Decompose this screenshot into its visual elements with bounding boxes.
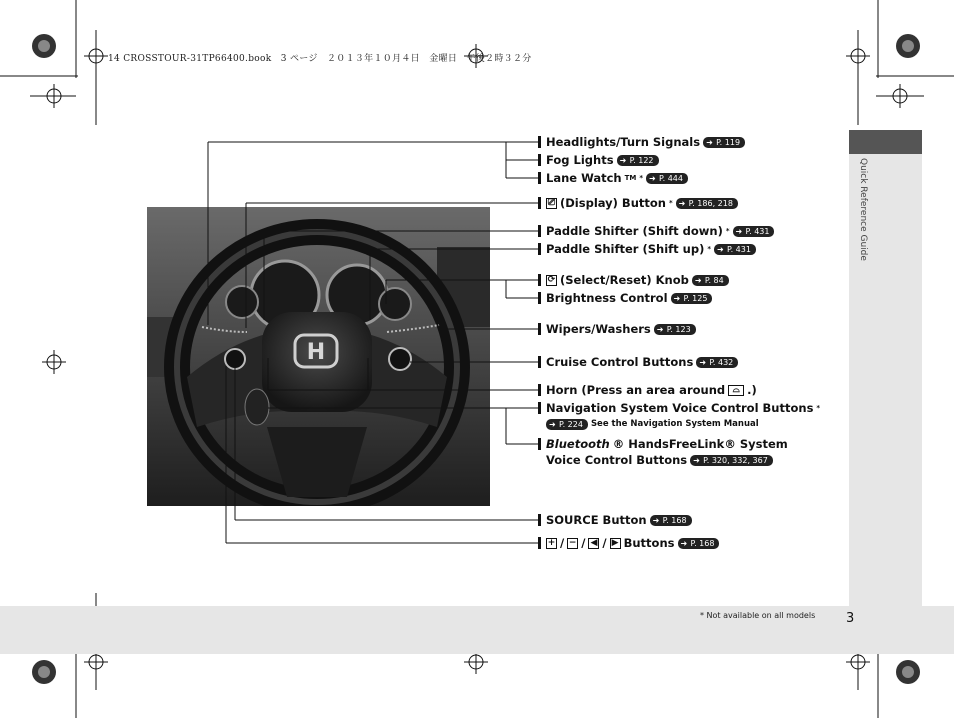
page-ref[interactable]: ➜ P. 444 [646,173,688,184]
label-bluetooth-line2 [546,453,773,467]
page-ref[interactable]: ➜ P. 224 [546,419,588,430]
label-text: Cruise Control Buttons [546,355,694,369]
page-ref[interactable]: ➜ P. 119 [703,137,745,148]
page-ref[interactable]: ➜ P. 122 [617,155,659,166]
page-ref[interactable]: ➜ P. 123 [654,324,696,335]
label-headlights [546,135,745,149]
label-bluetooth [546,437,788,451]
label-text: Paddle Shifter (Shift up) [546,242,705,256]
plus-icon: + [547,538,556,548]
trademark: TM [624,174,637,182]
label-text: Navigation System Voice Control Buttons [546,401,814,415]
label-nav-voice-ref [546,417,759,431]
honda-emblem: H [306,340,326,365]
page-ref[interactable]: ➜ P. 168 [650,515,692,526]
right-arrow-icon: ▶ [610,538,621,549]
page-ref[interactable]: ➜ P. 431 [733,226,775,237]
label-brightness [546,291,712,305]
page-ref[interactable]: ➜ P. 84 [692,275,729,286]
page-ref[interactable]: ➜ P. 125 [671,293,713,304]
label-text: (Select/Reset) Knob [560,273,689,287]
left-arrow-icon: ◀ [588,538,599,549]
minus-icon: − [568,538,577,548]
page-number: 3 [846,611,855,626]
label-shift-up [546,242,756,256]
page-ref[interactable]: ➜ P. 432 [696,357,738,368]
arrow-right-icon: ➜ [656,324,664,334]
bluetooth-italic: Bluetooth [546,437,610,451]
arrow-right-icon: ➜ [699,357,707,367]
arrow-right-icon: ➜ [680,538,688,548]
arrow-right-icon: ➜ [706,137,713,147]
arrow-right-icon: ➜ [673,293,681,303]
horn-icon: ⌓ [728,385,744,396]
arrow-right-icon: ➜ [652,515,660,525]
arrow-right-icon: ➜ [678,198,686,208]
label-text: Headlights/Turn Signals [546,135,701,149]
label-text: Paddle Shifter (Shift down) [546,224,723,238]
label-shift-down [546,224,774,238]
label-text: SOURCE Button [546,513,647,527]
separator: / [560,536,565,550]
arrow-right-icon: ➜ [619,155,627,165]
asterisk: * [639,174,644,182]
asterisk: * [816,404,821,412]
label-text: Voice Control Buttons [546,453,688,467]
arrow-right-icon: ➜ [717,244,724,254]
nav-note: See the Navigation System Manual [590,419,759,429]
label-wipers [546,322,696,336]
label-text: Brightness Control [546,291,668,305]
print-header: 14 CROSSTOUR-31TP66400.book 3 ページ ２０１３年１０月４日 金曜日 午後２時３２分 [108,54,532,64]
label-fog-lights [546,153,659,167]
label-lane-watch [546,171,688,185]
arrow-right-icon: ➜ [735,226,743,236]
asterisk: * [725,227,730,235]
label-text: Lane Watch [546,171,622,185]
label-text: Horn (Press an area around [546,383,726,397]
label-text: Fog Lights [546,153,614,167]
label-text: Wipers/Washers [546,322,651,336]
select-reset-icon: ⟳ [547,275,556,285]
label-horn [546,383,757,397]
footnote: * Not available on all models [700,611,816,620]
display-icon: ⎚ [547,198,556,208]
label-select-reset-knob [546,273,729,287]
asterisk: * [668,199,673,207]
label-text-end: .) [747,383,757,397]
separator: / [602,536,607,550]
page-ref[interactable]: ➜ P. 431 [714,244,756,255]
arrow-right-icon: ➜ [549,419,556,429]
section-label: Quick Reference Guide [858,158,868,261]
label-cruise [546,355,738,369]
label-text: ® HandsFreeLink® System [612,437,788,451]
label-display-button [546,196,738,210]
label-nav-voice [546,401,820,415]
asterisk: * [707,245,711,253]
separator: / [581,536,586,550]
label-arrow-buttons [546,536,719,550]
arrow-right-icon: ➜ [649,173,656,183]
page-ref[interactable]: ➜ P. 186, 218 [676,198,738,209]
arrow-right-icon: ➜ [694,275,702,285]
label-text: Buttons [623,536,675,550]
page-ref[interactable]: ➜ P. 320, 332, 367 [690,455,773,466]
page-ref[interactable]: ➜ P. 168 [678,538,720,549]
arrow-right-icon: ➜ [693,455,700,465]
label-text: (Display) Button [560,196,666,210]
label-source [546,513,692,527]
